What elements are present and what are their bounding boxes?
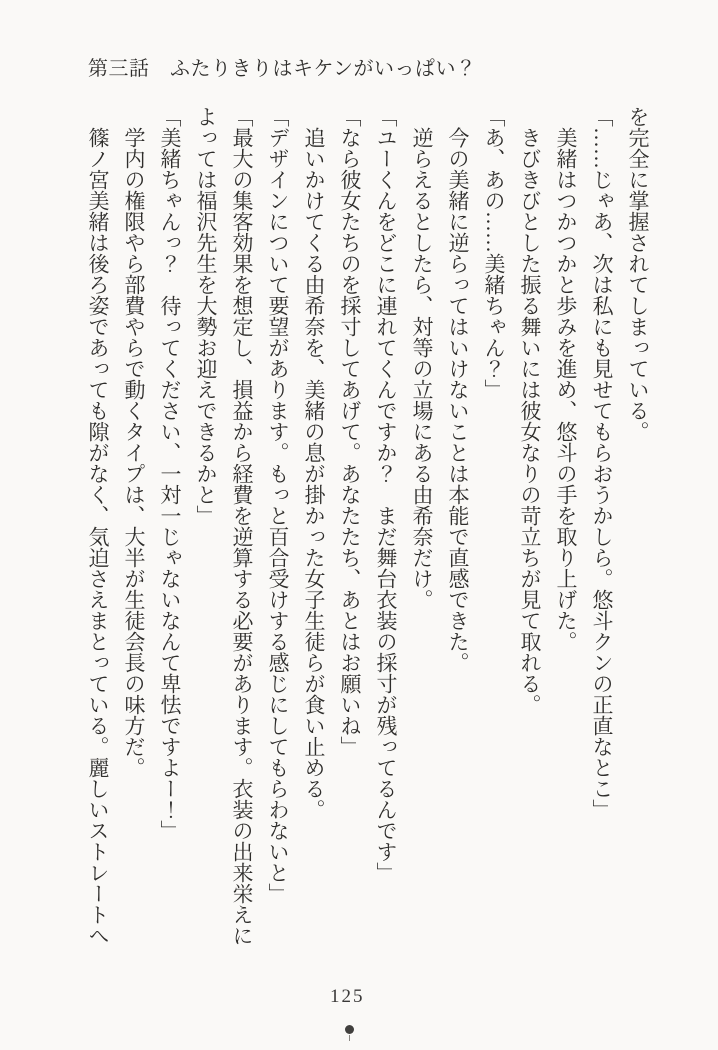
text-line: 今の美緒に逆らってはいけないことは本能で直感できた。 [446,127,470,673]
text-line: 美緒はつかつかと歩みを進め、悠斗の手を取り上げた。 [554,127,578,652]
text-line: 「デザインについて要望があります。もっと百合受けする感じにしてもらわないと」 [266,106,290,904]
text-line: 篠ノ宮美緒は後ろ姿であっても隙がなく、気迫さえまとっている。麗しいストレートへ [86,127,110,946]
text-line: を完全に掌握されてしまっている。 [626,106,650,442]
chapter-heading: 第三話 ふたりきりはキケンがいっぱい？ [88,58,477,80]
text-line: 逆らえるとしたら、対等の立場にある由希奈だけ。 [410,127,434,610]
text-line: 「美緒ちゃんっ？ 待ってください、一対一じゃないなんて卑怯ですよー！」 [158,106,182,841]
text-line: 「ユーくんをどこに連れてくんですか？ まだ舞台衣装の採寸が残ってるんです」 [374,106,398,883]
text-block [78,106,656,958]
text-line: 追いかけてくる由希奈を、美緒の息が掛かった女子生徒らが食い止める。 [302,127,326,820]
text-line: 「最大の集客効果を想定し、損益から経費を逆算する必要があります。衣装の出来栄えによっては福沢先生を大勢お迎えできるかと」 [194,106,254,946]
text-line: 学内の権限やら部費やらで動くタイプは、大半が生徒会長の味方だ。 [122,127,146,778]
footer-mark-icon [345,1025,354,1034]
text-line: 「なら彼女たちのを採寸してあげて。あなたたち、あとはお願いね」 [338,106,362,757]
text-line: 「……じゃあ、次は私にも見せてもらおうかしら。悠斗クンの正直なとこ」 [590,106,614,820]
page-number: 125 [330,986,365,1007]
text-line: 「あ、あの……美緒ちゃん？」 [482,106,506,400]
text-line: きびきびとした振る舞いには彼女なりの苛立ちが見て取れる。 [518,127,542,715]
